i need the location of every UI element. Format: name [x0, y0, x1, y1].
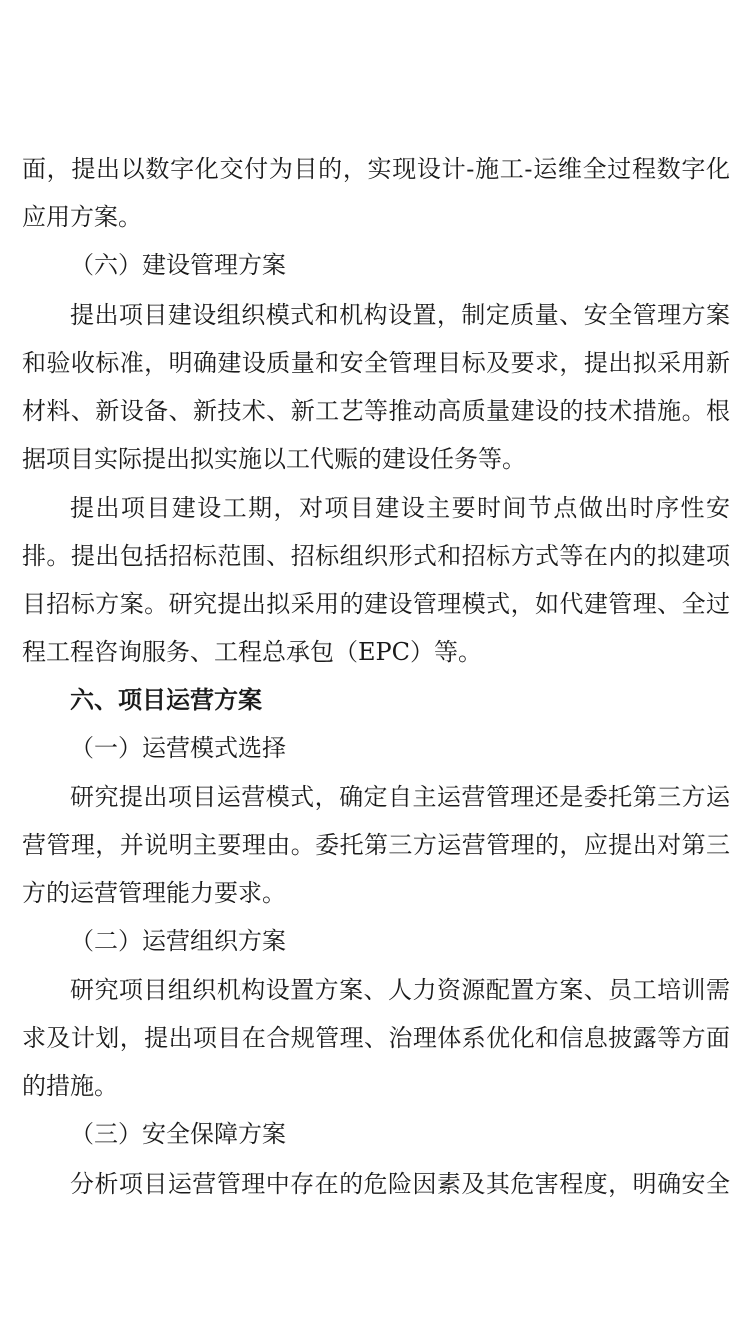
body-text-line: 材料、新设备、新技术、新工艺等推动高质量建设的技术措施。根: [22, 397, 730, 425]
body-text-line: 的措施。: [22, 1072, 118, 1100]
paragraph-first-line: 提出项目建设工期，对项目建设主要时间节点做出时序性安: [70, 494, 730, 522]
paragraph-first-line: 提出项目建设组织模式和机构设置，制定质量、安全管理方案: [70, 301, 730, 329]
paragraph-first-line: 研究提出项目运营模式，确定自主运营管理还是委托第三方运: [70, 783, 730, 811]
body-text-line: 排。提出包括招标范围、招标组织形式和招标方式等在内的拟建项: [22, 542, 730, 570]
body-text-line: 应用方案。: [22, 203, 142, 231]
body-text-line: 目招标方案。研究提出拟采用的建设管理模式，如代建管理、全过: [22, 590, 730, 618]
body-text-line: 面，提出以数字化交付为目的，实现设计-施工-运维全过程数字化: [22, 155, 730, 183]
subsection-heading-construction-management: （六）建设管理方案: [70, 251, 286, 279]
body-text-line: 和验收标准，明确建设质量和安全管理目标及要求，提出拟采用新: [22, 349, 730, 377]
body-text-line: 程工程咨询服务、工程总承包（EPC）等。: [22, 638, 483, 666]
subsection-heading-safety-plan: （三）安全保障方案: [70, 1120, 286, 1148]
section-heading-operation-plan: 六、项目运营方案: [70, 686, 262, 714]
body-text-line: 据项目实际提出拟实施以工代赈的建设任务等。: [22, 445, 526, 473]
body-text-line: 营管理，并说明主要理由。委托第三方运营管理的，应提出对第三: [22, 831, 730, 859]
subsection-heading-operation-organization: （二）运营组织方案: [70, 927, 286, 955]
body-text-line: 求及计划，提出项目在合规管理、治理体系优化和信息披露等方面: [22, 1024, 730, 1052]
subsection-heading-operation-mode: （一）运营模式选择: [70, 734, 286, 762]
paragraph-first-line: 分析项目运营管理中存在的危险因素及其危害程度，明确安全: [70, 1170, 730, 1198]
body-text-line: 方的运营管理能力要求。: [22, 879, 286, 907]
paragraph-first-line: 研究项目组织机构设置方案、人力资源配置方案、员工培训需: [70, 976, 730, 1004]
